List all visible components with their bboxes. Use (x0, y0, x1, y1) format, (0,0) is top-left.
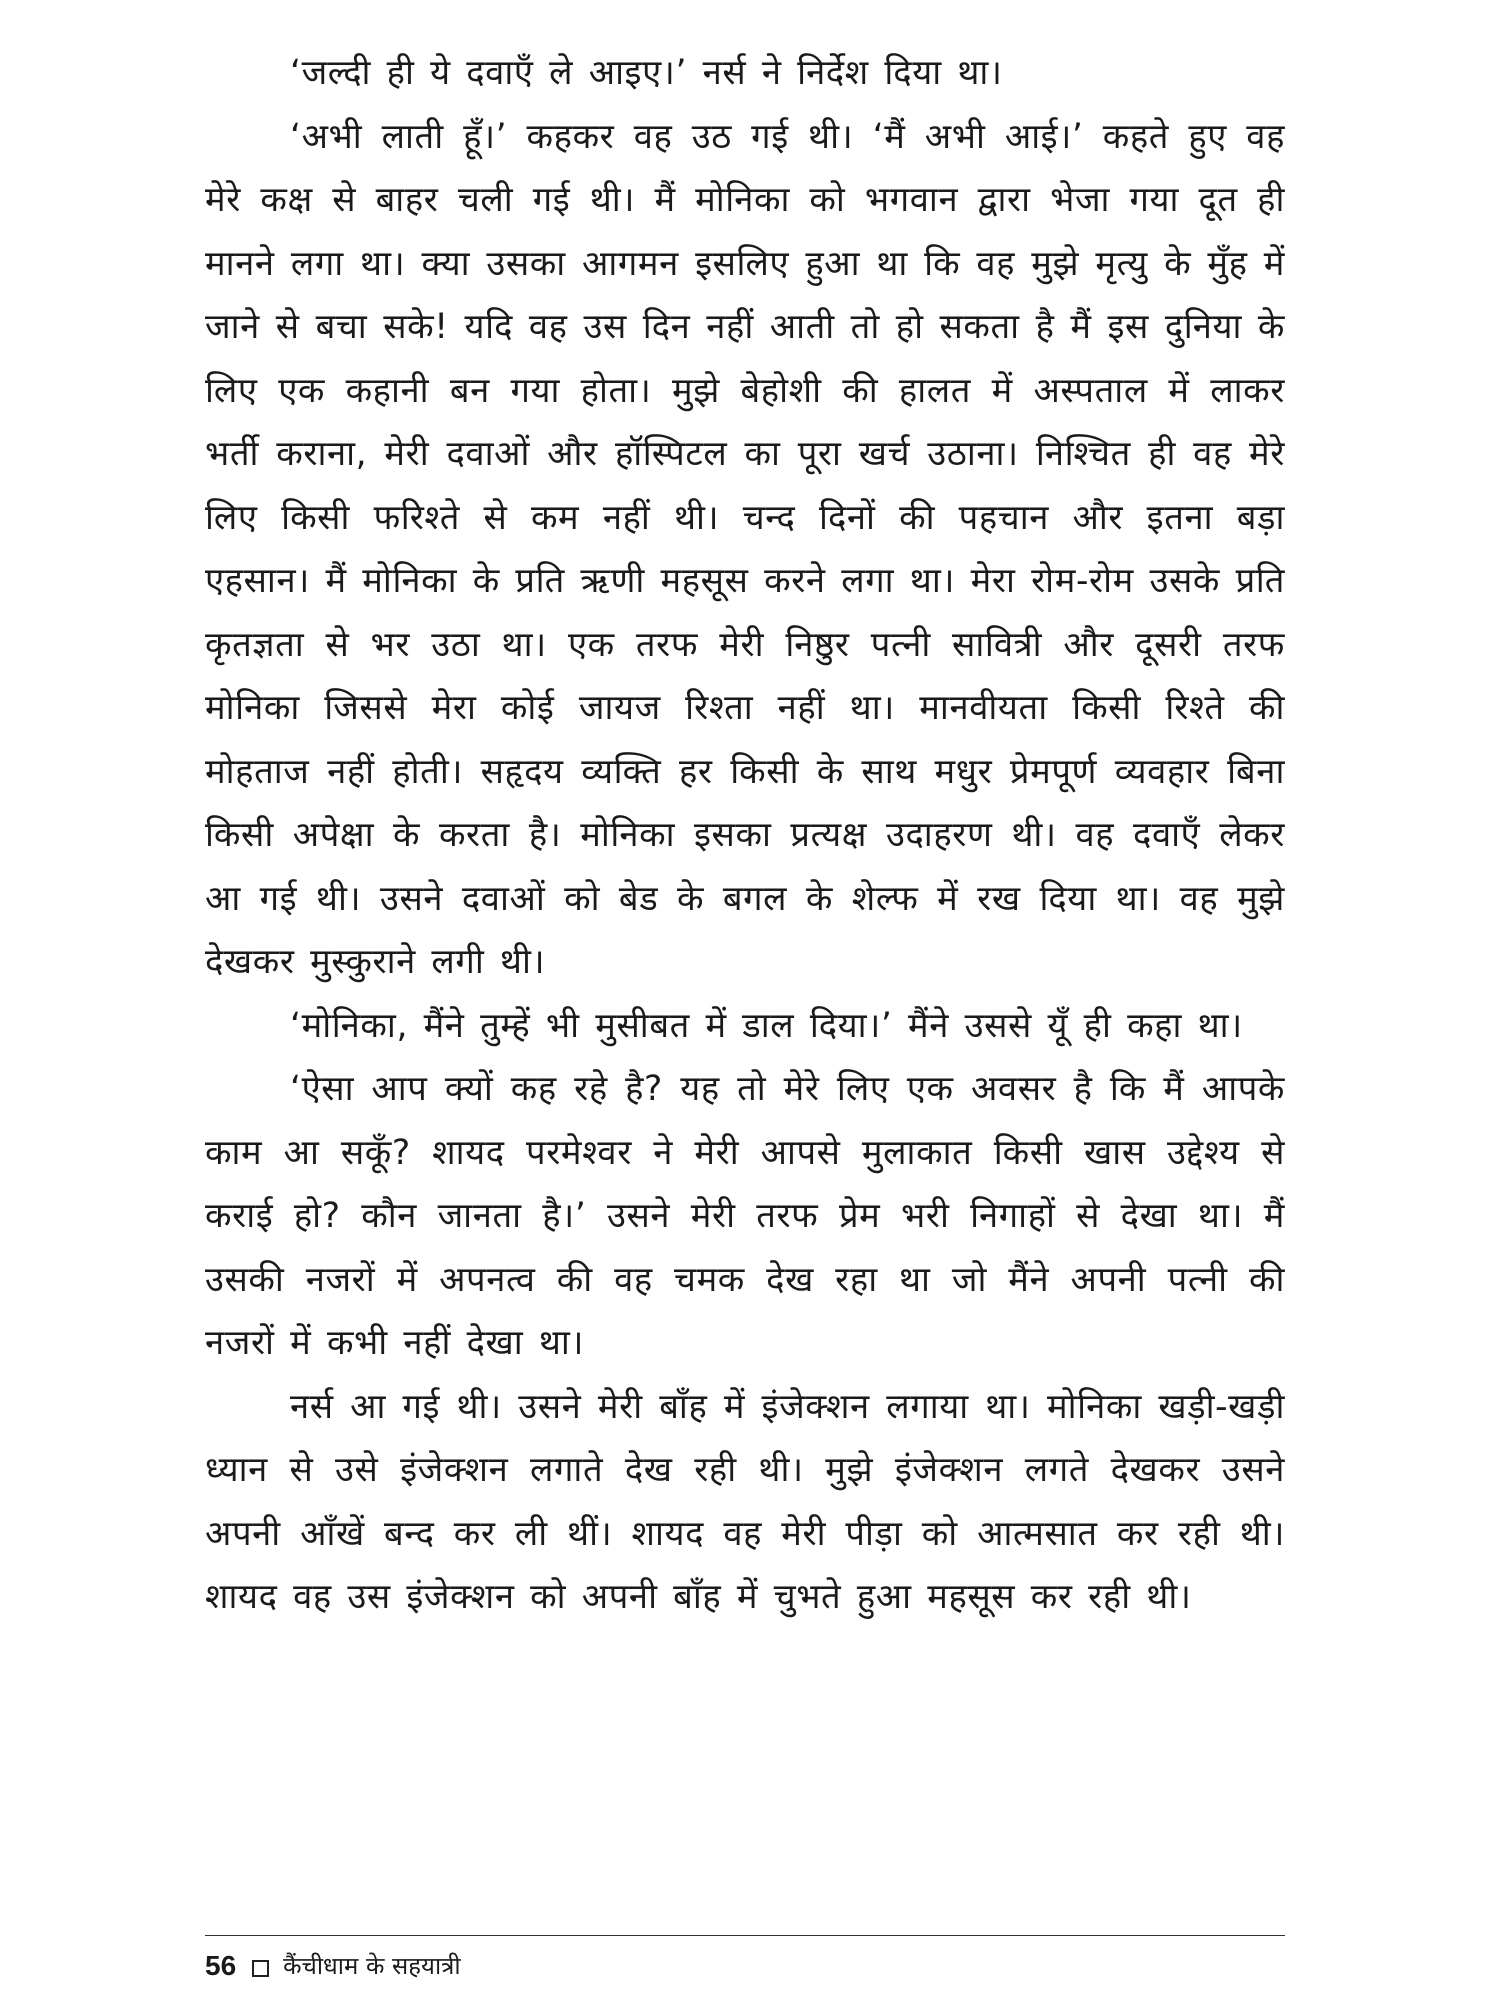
book-title: कैंचीधाम के सहयात्री (283, 1952, 461, 1980)
page-number: 56 (205, 1949, 237, 1981)
footer-divider (205, 1935, 1285, 1936)
square-bullet-icon (252, 1960, 269, 1977)
page-footer (205, 1935, 1285, 1995)
paragraph-3: ‘मोनिका, मैंने तुम्हें भी मुसीबत में डाल दिया।’ मैंने उससे यूँ ही कहा था। (290, 1005, 1243, 1046)
paragraph-4: ‘ऐसा आप क्यों कह रहे है? यह तो मेरे लिए एक अवसर है कि मैं आपके काम आ सकूँ? शायद परमेश्वर ने मेरी आपसे मुलाकात किसी खास उद्देश्य से कराई हो? कौन जानता है।’ उसने मेरी तरफ प्रेम भरी निगाहों से देखा था। मैं उसकी नजरों में अपनत्व की वह चमक देख रहा था जो मैंने अपनी पत्नी की नजरों में कभी नहीं देखा था। (205, 1069, 1285, 1363)
paragraph-2: ‘अभी लाती हूँ।’ कहकर वह उठ गई थी। ‘मैं अभी आई।’ कहते हुए वह मेरे कक्ष से बाहर चली गई थी। मैं मोनिका को भगवान द्वारा भेजा गया दूत ही मानने लगा था। क्या उसका आगमन इसलिए हुआ था कि वह मुझे मृत्यु के मुँह में जाने से बचा सके! यदि वह उस दिन नहीं आती तो हो सकता है मैं इस दुनिया के लिए एक कहानी बन गया होता। मुझे बेहोशी की हालत में अस्पताल में लाकर भर्ती कराना, मेरी दवाओं और हॉस्पिटल का पूरा खर्च उठाना। निश्चित ही वह मेरे लिए किसी फरिश्ते से कम नहीं थी। चन्द दिनों की पहचान और इतना बड़ा एहसान। मैं मोनिका के प्रति ऋणी महसूस करने लगा था। मेरा रोम-रोम उसके प्रति कृतज्ञता से भर उठा था। एक तरफ मेरी निष्ठुर पत्नी सावित्री और दूसरी तरफ मोनिका जिससे मेरा कोई जायज रिश्ता नहीं था। मानवीयता किसी रिश्ते की मोहताज नहीं होती। सहृदय व्यक्ति हर किसी के साथ मधुर प्रेमपूर्ण व्यवहार बिना किसी अपेक्षा के करता है। मोनिका इसका प्रत्यक्ष उदाहरण थी। वह दवाएँ लेकर आ गई थी। उसने दवाओं को बेड के बगल के शेल्फ में रख दिया था। वह मुझे देखकर मुस्कुराने लगी थी। (205, 116, 1285, 982)
paragraph-1: ‘जल्दी ही ये दवाएँ ले आइए।’ नर्स ने निर्देश दिया था। (290, 53, 1003, 93)
footer-line (205, 1949, 461, 1982)
paragraph-5: नर्स आ गई थी। उसने मेरी बाँह में इंजेक्शन लगाया था। मोनिका खड़ी-खड़ी ध्यान से उसे इंजेक्शन लगाते देख रही थी। मुझे इंजेक्शन लगते देखकर उसने अपनी आँखें बन्द कर ली थीं। शायद वह मेरी पीड़ा को आत्मसात कर रही थी। शायद वह उस इंजेक्शन को अपनी बाँह में चुभते हुआ महसूस कर रही थी। (205, 1386, 1285, 1617)
page-body (205, 42, 1285, 1932)
